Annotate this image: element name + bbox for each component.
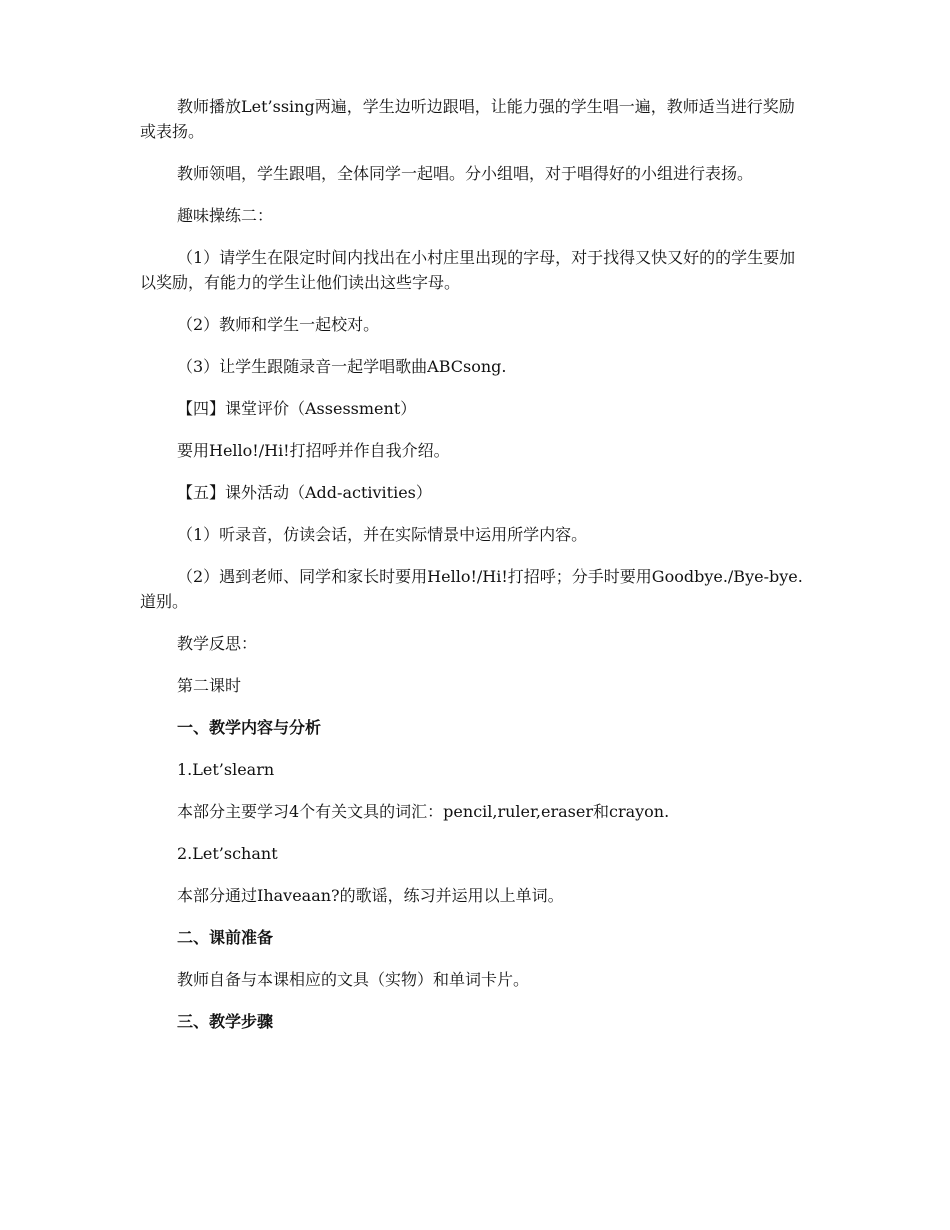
paragraph: 趣味操练二： — [177, 206, 274, 225]
section-heading: 二、课前准备 — [177, 928, 274, 947]
paragraph: （1）请学生在限定时间内找出在小村庄里出现的字母，对于找得又快又好的的学生要加以奖励，有能力的学生让他们读出这些字母。 — [140, 248, 796, 292]
paragraph: 第二课时 — [177, 676, 242, 695]
document-page — [140, 94, 810, 1051]
paragraph: 要用Hello!/Hi!打招呼并作自我介绍。 — [177, 441, 450, 460]
paragraph: （1）听录音，仿读会话，并在实际情景中运用所学内容。 — [177, 525, 588, 544]
paragraph: （2）教师和学生一起校对。 — [177, 315, 380, 334]
paragraph: 本部分通过Ihaveaan?的歌谣，练习并运用以上单词。 — [177, 886, 564, 905]
paragraph: 教师自备与本课相应的文具（实物）和单词卡片。 — [177, 970, 530, 989]
paragraph: 本部分主要学习4个有关文具的词汇：pencil,ruler,eraser和crayon. — [177, 802, 670, 821]
section-heading: 一、教学内容与分析 — [177, 718, 322, 737]
paragraph: 教师领唱，学生跟唱，全体同学一起唱。分小组唱，对于唱得好的小组进行表扬。 — [177, 164, 754, 183]
paragraph: （3）让学生跟随录音一起学唱歌曲ABCsong. — [177, 357, 507, 376]
section-heading: 【五】课外活动（Add-activities） — [177, 483, 432, 502]
paragraph: 教师播放Let’ssing两遍，学生边听边跟唱，让能力强的学生唱一遍，教师适当进行奖励或表扬。 — [140, 97, 795, 141]
paragraph: 2.Let’schant — [177, 844, 278, 863]
paragraph: 教学反思： — [177, 634, 258, 653]
paragraph: （2）遇到老师、同学和家长时要用Hello!/Hi!打招呼；分手时要用Goodbye./Bye-bye.道别。 — [140, 567, 803, 611]
section-heading: 三、教学步骤 — [177, 1012, 274, 1031]
section-heading: 【四】课堂评价（Assessment） — [177, 399, 417, 418]
paragraph: 1.Let’slearn — [177, 760, 275, 779]
